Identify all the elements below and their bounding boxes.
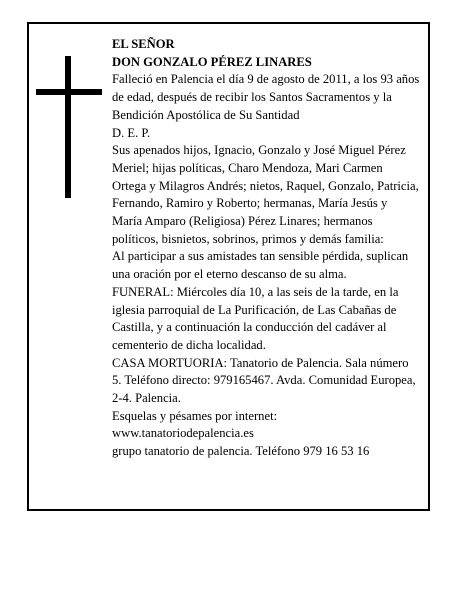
cross-horizontal-bar: [36, 89, 102, 95]
website-link[interactable]: www.tanatoriodepalencia.es: [112, 426, 254, 441]
title-line-1: EL SEÑOR: [112, 37, 175, 51]
family-list: Sus apenados hijos, Ignacio, Gonzalo y José Miguel Pérez Meriel; hijas políticas, Charo Mendoza, Mari Carmen Ortega y Milagros Andrés; nietos, Raquel, Gonzalo, Patricia, Fernando, Ramiro y Roberto; hermanas, María Jesús y María Amparo (Religiosa) Pérez Linares; hermanos políticos, bisnietos, sobrinos, primos y demás familia:: [112, 143, 419, 246]
mortuary-details: CASA MORTUORIA: Tanatorio de Palencia. Sala número 5. Teléfono directo: 979165467. Avda. Comunidad Europea, 2-4. Palencia.: [112, 355, 416, 406]
deceased-name: DON GONZALO PÉREZ LINARES: [112, 54, 312, 69]
death-announcement: Falleció en Palencia el día 9 de agosto de 2011, a los 93 años de edad, después de recibir los Santos Sacramentos y la Bendición Apostólica de Su Santidad: [112, 72, 420, 122]
prayer-request: Al participar a sus amistades tan sensible pérdida, suplican una oración por el eterno descanso de su alma.: [112, 249, 409, 282]
group-contact: grupo tanatorio de palencia. Teléfono 979 16 53 16: [112, 444, 370, 459]
cross-vertical-bar: [65, 56, 71, 198]
latin-cross-icon: [36, 56, 102, 198]
dep-line: D. E. P.: [112, 125, 151, 140]
internet-notice: Esquelas y pésames por internet:: [112, 408, 278, 423]
funeral-details: FUNERAL: Miércoles día 10, a las seis de la tarde, en la iglesia parroquial de La Purificación, de Las Cabañas de Castilla, y a continuación la conducción del cadáver al cementerio de dicha localidad.: [112, 284, 399, 352]
obituary-text: [112, 36, 420, 461]
